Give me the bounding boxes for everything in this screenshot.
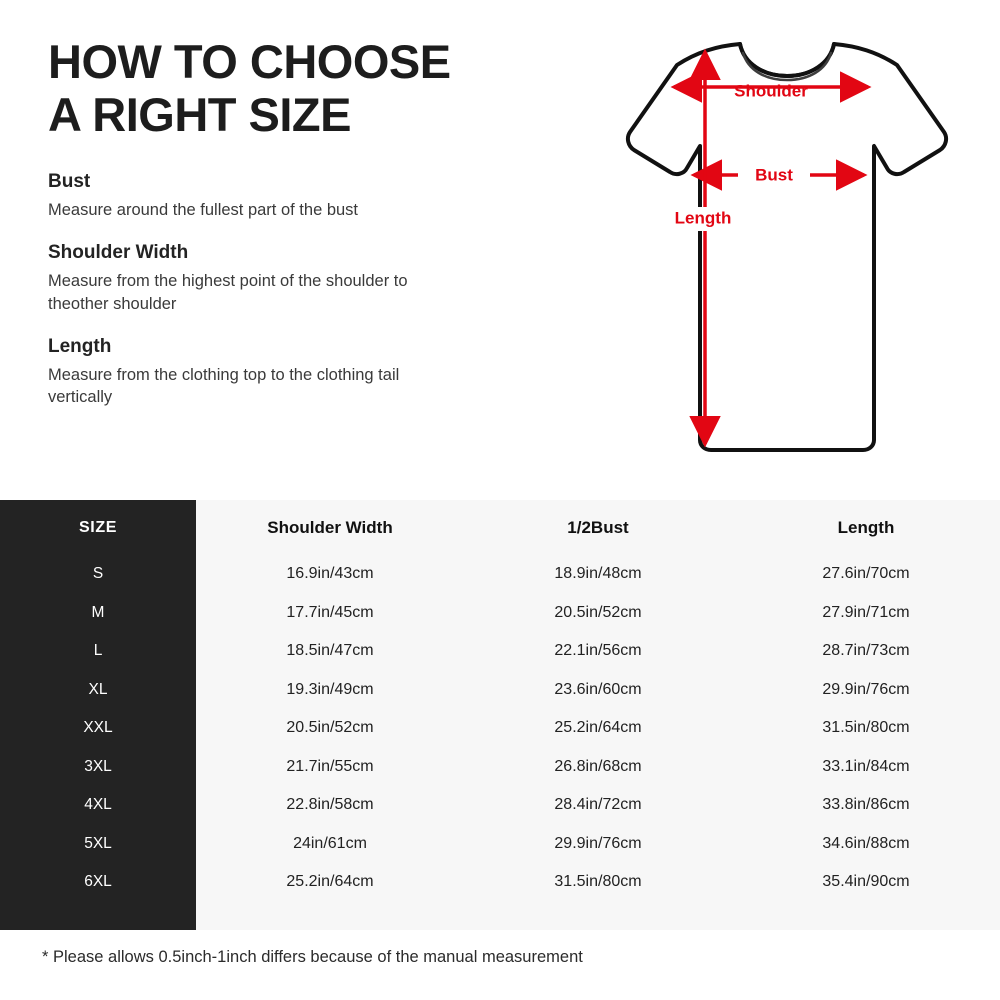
guide-term-bust: Bust [48, 171, 91, 193]
table-row [196, 709, 1000, 748]
header-half-bust: 1/2Bust [567, 517, 629, 537]
cell-bust: 23.6in/60cm [554, 680, 642, 698]
cell-shoulder: 21.7in/55cm [286, 757, 374, 775]
table-row: L [93, 642, 103, 660]
measurement-disclaimer: * Please allows 0.5inch-1inch differs because of the manual measurement [42, 948, 583, 966]
tshirt-outline [628, 44, 946, 450]
header-length: Length [837, 517, 895, 537]
table-row: S [92, 565, 104, 583]
table-row [196, 594, 1000, 633]
size-column [0, 500, 196, 930]
page-title-line1: HOW TO CHOOSE [48, 35, 451, 88]
cell-shoulder: 20.5in/52cm [286, 719, 374, 737]
guide-item-length [48, 336, 518, 410]
table-row [196, 632, 1000, 671]
cell-length: 33.8in/86cm [822, 796, 910, 814]
guide-desc-shoulder-width: Measure from the highest point of the shoulder to theother shoulder [48, 272, 408, 313]
cell-shoulder: 25.2in/64cm [286, 873, 374, 891]
table-row: 4XL [84, 796, 112, 814]
table-row: XXL [83, 719, 113, 737]
cell-bust: 26.8in/68cm [554, 757, 642, 775]
cell-length: 28.7in/73cm [822, 642, 910, 660]
shoulder-label: Shoulder [734, 81, 808, 101]
table-row: 3XL [84, 757, 112, 775]
cell-bust: 22.1in/56cm [554, 642, 642, 660]
table-row: XL [88, 680, 108, 698]
table-row [196, 863, 1000, 902]
size-table [0, 500, 1000, 930]
cell-shoulder: 24in/61cm [293, 834, 367, 852]
header-shoulder-width: Shoulder Width [267, 517, 393, 537]
guide-term-length: Length [48, 335, 112, 357]
page-title [48, 36, 518, 141]
cell-length: 34.6in/88cm [822, 834, 910, 852]
table-row [196, 825, 1000, 864]
table-row: 5XL [84, 834, 112, 852]
cell-shoulder: 16.9in/43cm [286, 565, 374, 583]
cell-shoulder: 22.8in/58cm [286, 796, 374, 814]
cell-shoulder: 18.5in/47cm [286, 642, 374, 660]
bust-label: Bust [755, 165, 793, 185]
cell-bust: 20.5in/52cm [554, 603, 642, 621]
table-row [196, 671, 1000, 710]
cell-shoulder: 19.3in/49cm [286, 680, 374, 698]
table-row [196, 748, 1000, 787]
guide-item-shoulder-width [48, 242, 518, 316]
cell-bust: 31.5in/80cm [554, 873, 642, 891]
guide-desc-bust: Measure around the fullest part of the bust [48, 201, 359, 220]
cell-shoulder: 17.7in/45cm [286, 603, 374, 621]
table-row: M [91, 603, 105, 621]
table-row: 6XL [84, 873, 112, 891]
guide-desc-length: Measure from the clothing top to the clothing tail vertically [48, 365, 400, 407]
cell-length: 35.4in/90cm [822, 873, 910, 891]
guide-term-shoulder-width: Shoulder Width [48, 242, 189, 264]
cell-length: 27.9in/71cm [822, 603, 910, 621]
cell-bust: 18.9in/48cm [554, 565, 642, 583]
tshirt-diagram [512, 20, 982, 480]
cell-bust: 28.4in/72cm [554, 796, 642, 814]
cell-length: 33.1in/84cm [822, 757, 910, 775]
table-row [196, 786, 1000, 825]
table-header-row [196, 500, 1000, 555]
measurements-columns [196, 500, 1000, 930]
cell-length: 31.5in/80cm [822, 719, 910, 737]
cell-bust: 25.2in/64cm [554, 719, 642, 737]
table-row [196, 555, 1000, 594]
length-label: Length [674, 208, 732, 228]
cell-bust: 29.9in/76cm [554, 834, 642, 852]
page-title-line2: A RIGHT SIZE [48, 87, 351, 141]
guide-item-bust [48, 171, 518, 222]
how-to-choose-guide [48, 36, 518, 409]
size-column-header: SIZE [79, 518, 117, 536]
cell-length: 27.6in/70cm [822, 565, 910, 583]
cell-length: 29.9in/76cm [822, 680, 910, 698]
